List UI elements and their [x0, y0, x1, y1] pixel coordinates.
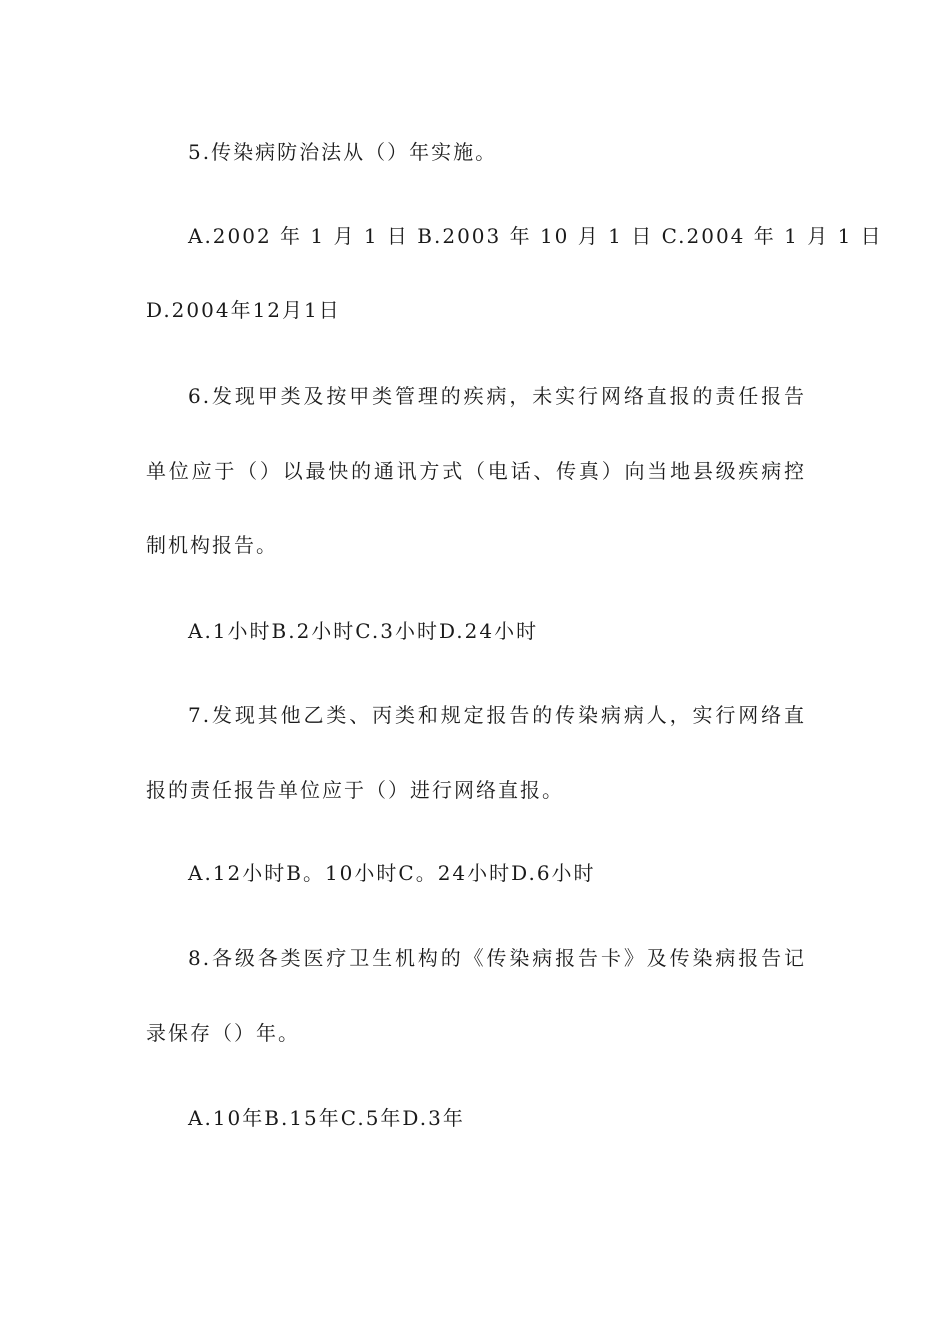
question-8-stem-line-2: 录保存（）年。 [146, 1021, 300, 1045]
question-7-stem-line-2: 报的责任报告单位应于（）进行网络直报。 [146, 778, 564, 802]
question-7-stem-line-1: 7.发现其他乙类、丙类和规定报告的传染病病人，实行网络直 [188, 703, 806, 727]
question-5-options-line-1: A.2002 年 1 月 1 日 B.2003 年 10 月 1 日 C.2004 年 1 月 1 日 [188, 224, 883, 248]
question-6-stem-line-3: 制机构报告。 [146, 533, 278, 557]
question-7-options: A.12小时B。10小时C。24小时D.6小时 [188, 861, 596, 885]
question-8-options: A.10年B.15年C.5年D.3年 [188, 1106, 465, 1130]
question-6-stem-line-1: 6.发现甲类及按甲类管理的疾病，未实行网络直报的责任报告 [188, 384, 806, 408]
question-5-options-line-2: D.2004年12月1日 [146, 298, 341, 322]
question-8-stem-line-1: 8.各级各类医疗卫生机构的《传染病报告卡》及传染病报告记 [188, 946, 806, 970]
question-6-stem-line-2: 单位应于（）以最快的通讯方式（电话、传真）向当地县级疾病控 [146, 459, 806, 483]
question-6-options: A.1小时B.2小时C.3小时D.24小时 [188, 619, 539, 643]
question-5-stem: 5.传染病防治法从（）年实施。 [188, 140, 498, 164]
